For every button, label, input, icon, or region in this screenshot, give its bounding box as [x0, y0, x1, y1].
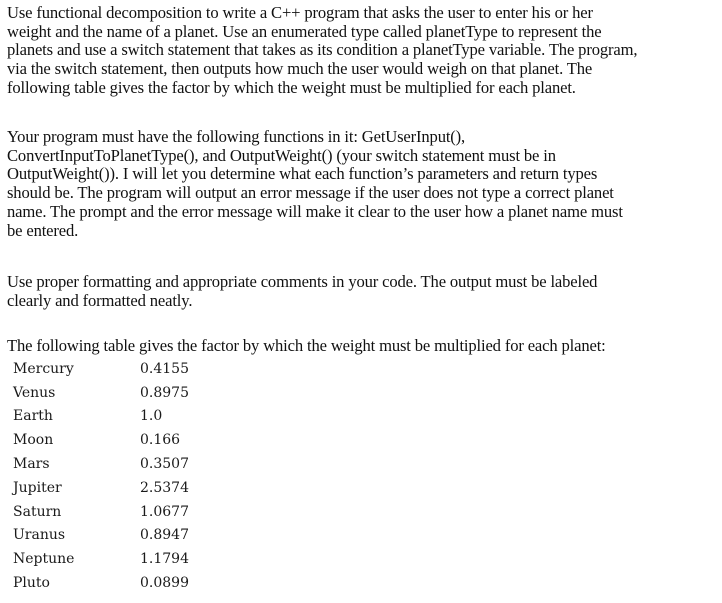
- planet-name: Jupiter: [13, 479, 62, 496]
- table-row: [13, 452, 220, 476]
- planet-name: Mars: [13, 456, 50, 473]
- table-intro-paragraph: [7, 337, 606, 356]
- text-line: planets and use a switch statement that takes as its condition a planetType variable. The program,: [7, 40, 638, 60]
- planet-factor: 2.5374: [140, 479, 189, 496]
- text-line: via the switch statement, then outputs how much the user would weigh on that planet. The: [7, 59, 593, 79]
- planet-factor: 0.166: [140, 432, 181, 449]
- text-line: name. The prompt and the error message will make it clear to the user how a planet name must: [7, 201, 623, 221]
- text-line: Your program must have the following functions in it: GetUserInput(),: [7, 127, 466, 146]
- planet-factor: 0.8975: [140, 384, 189, 401]
- planet-factor: 1.1794: [140, 551, 189, 568]
- table-row: [13, 405, 220, 429]
- text-line: ConvertInputToPlanetType(), and OutputWeight() (your switch statement must be in: [7, 145, 556, 165]
- table-row: [13, 547, 220, 571]
- planet-factor: 0.4155: [140, 360, 189, 377]
- table-row: [13, 428, 220, 452]
- text-line: OutputWeight()). I will let you determine what each function’s parameters and return types: [7, 164, 598, 184]
- planet-name: Neptune: [13, 551, 75, 568]
- planet-factor-table: [13, 357, 220, 595]
- text-line: be entered.: [7, 220, 79, 240]
- table-row: [13, 357, 220, 381]
- table-row: [13, 381, 220, 405]
- text-line: Use functional decomposition to write a C++ program that asks the user to enter his or her: [7, 3, 593, 22]
- text-line: The following table gives the factor by which the weight must be multiplied for each planet:: [7, 336, 606, 355]
- planet-name: Moon: [13, 432, 54, 449]
- planet-name: Uranus: [13, 527, 66, 544]
- planet-name: Mercury: [13, 360, 74, 377]
- functions-paragraph: [7, 128, 623, 240]
- planet-factor: 0.8947: [140, 527, 189, 544]
- table-row: [13, 524, 220, 548]
- table-row: [13, 500, 220, 524]
- intro-paragraph: [7, 4, 637, 98]
- planet-name: Venus: [13, 384, 56, 401]
- planet-factor: 0.0899: [140, 575, 189, 592]
- formatting-paragraph: [7, 273, 597, 310]
- planet-name: Earth: [13, 408, 53, 425]
- text-line: weight and the name of a planet. Use an enumerated type called planetType to represent the: [7, 21, 602, 41]
- planet-factor: 1.0677: [140, 503, 189, 520]
- text-line: clearly and formatted neatly.: [7, 290, 193, 310]
- planet-name: Pluto: [13, 575, 50, 592]
- text-line: following table gives the factor by which the weight must be multiplied for each planet.: [7, 77, 576, 97]
- planet-factor: 1.0: [140, 408, 163, 425]
- planet-name: Saturn: [13, 503, 62, 520]
- text-line: Use proper formatting and appropriate comments in your code. The output must be labeled: [7, 272, 598, 291]
- table-row: [13, 571, 220, 595]
- table-row: [13, 476, 220, 500]
- text-line: should be. The program will output an error message if the user does not type a correct planet: [7, 183, 614, 203]
- planet-factor: 0.3507: [140, 456, 189, 473]
